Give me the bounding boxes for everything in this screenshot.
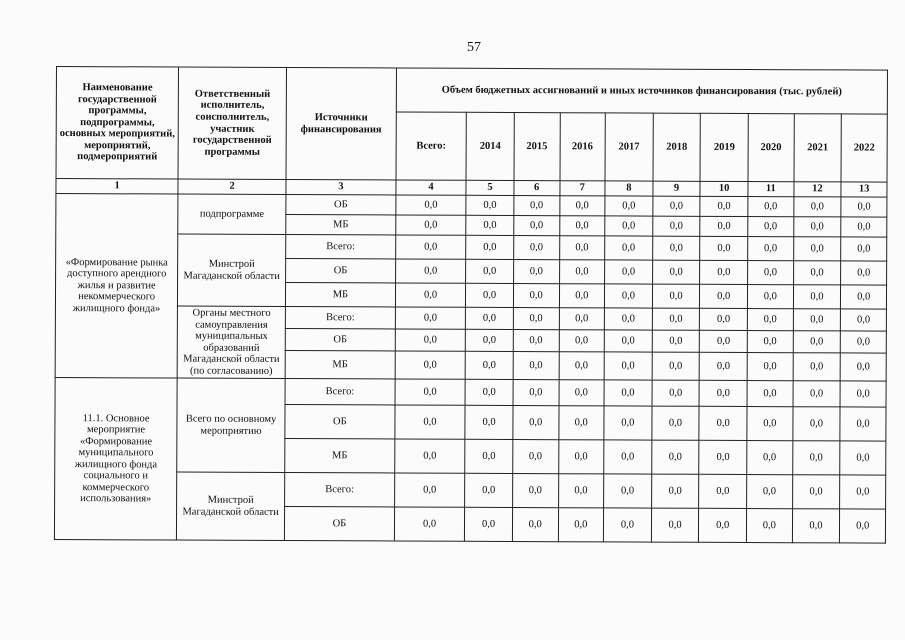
year-value: 0,0 — [793, 309, 841, 331]
year-value: 0,0 — [840, 509, 886, 543]
year-value: 0,0 — [792, 407, 840, 441]
year-value: 0,0 — [514, 215, 560, 235]
year-value: 0,0 — [559, 330, 605, 352]
year-value: 0,0 — [841, 197, 887, 217]
year-value: 0,0 — [513, 352, 559, 380]
year-value: 0,0 — [699, 381, 747, 407]
year-value: 0,0 — [513, 380, 559, 406]
year-value: 0,0 — [605, 196, 653, 216]
year-value: 0,0 — [513, 406, 559, 440]
column-number: 7 — [559, 181, 605, 196]
year-value: 0,0 — [514, 235, 560, 259]
year-value: 0,0 — [747, 441, 793, 475]
year-value: 0,0 — [558, 508, 604, 542]
year-value: 0,0 — [558, 440, 604, 474]
year-value: 0,0 — [841, 331, 887, 353]
year-value: 0,0 — [465, 380, 513, 406]
year-value: 0,0 — [700, 330, 748, 352]
year-value: 0,0 — [559, 308, 605, 330]
year-value: 0,0 — [605, 260, 653, 284]
year-value: 0,0 — [841, 217, 887, 237]
responsible-executor: Органы местного самоуправления муниципальных образований Магаданской области (по согласованию) — [177, 306, 285, 379]
total-value: 0,0 — [394, 507, 465, 541]
year-value: 0,0 — [652, 284, 700, 308]
total-value: 0,0 — [395, 405, 466, 439]
funding-source: ОБ — [285, 329, 395, 352]
year-value: 0,0 — [748, 197, 794, 217]
year-value: 0,0 — [465, 406, 513, 440]
header-year: 2016 — [560, 113, 606, 181]
year-value: 0,0 — [748, 261, 794, 285]
year-value: 0,0 — [513, 283, 559, 307]
column-number: 3 — [286, 180, 396, 195]
year-value: 0,0 — [513, 440, 559, 474]
column-number: 11 — [748, 182, 794, 197]
column-number: 6 — [514, 180, 560, 195]
year-value: 0,0 — [746, 509, 792, 543]
table-row — [55, 378, 886, 408]
header-sources: Источники финансирования — [286, 68, 396, 180]
year-value: 0,0 — [700, 260, 748, 284]
year-value: 0,0 — [604, 406, 652, 440]
year-value: 0,0 — [604, 330, 652, 352]
year-value: 0,0 — [559, 196, 605, 216]
year-value: 0,0 — [605, 236, 653, 260]
year-value: 0,0 — [793, 285, 841, 309]
total-value: 0,0 — [395, 329, 466, 351]
year-value: 0,0 — [841, 285, 887, 309]
year-value: 0,0 — [466, 259, 514, 283]
year-value: 0,0 — [559, 216, 605, 236]
responsible-executor: Минстрой Магаданской области — [177, 472, 285, 540]
year-value: 0,0 — [793, 381, 841, 407]
year-value: 0,0 — [513, 259, 559, 283]
year-value: 0,0 — [747, 331, 793, 353]
funding-source: ОБ — [284, 507, 394, 541]
column-number: 8 — [605, 181, 653, 196]
year-value: 0,0 — [604, 352, 652, 380]
column-number: 2 — [178, 179, 286, 194]
funding-source: МБ — [285, 351, 395, 380]
total-value: 0,0 — [394, 473, 465, 507]
funding-source: Всего: — [286, 235, 396, 259]
year-value: 0,0 — [747, 407, 793, 441]
year-value: 0,0 — [514, 195, 560, 215]
year-value: 0,0 — [840, 381, 886, 407]
total-value: 0,0 — [396, 215, 467, 235]
year-value: 0,0 — [604, 440, 652, 474]
year-value: 0,0 — [748, 237, 794, 261]
header-total: Всего: — [396, 112, 467, 180]
responsible-executor: подпрограмме — [178, 194, 286, 234]
year-value: 0,0 — [465, 440, 513, 474]
year-value: 0,0 — [792, 509, 840, 543]
total-value: 0,0 — [395, 307, 466, 329]
funding-source: МБ — [286, 215, 396, 235]
year-value: 0,0 — [652, 308, 700, 330]
header-year: 2014 — [466, 112, 514, 180]
header-year: 2017 — [605, 113, 653, 181]
year-value: 0,0 — [465, 508, 513, 542]
year-value: 0,0 — [793, 261, 841, 285]
page-number: 57 — [467, 40, 481, 55]
funding-source: ОБ — [285, 405, 395, 439]
funding-source: Всего: — [285, 379, 395, 405]
year-value: 0,0 — [748, 217, 794, 237]
year-value: 0,0 — [466, 195, 514, 215]
funding-source: МБ — [285, 439, 395, 473]
year-value: 0,0 — [512, 508, 558, 542]
year-value: 0,0 — [747, 381, 793, 407]
total-value: 0,0 — [395, 259, 466, 283]
header-year: 2020 — [748, 114, 794, 182]
header-year: 2019 — [700, 113, 748, 181]
year-value: 0,0 — [700, 196, 748, 216]
table-body — [54, 194, 887, 544]
year-value: 0,0 — [841, 237, 887, 261]
year-value: 0,0 — [653, 196, 701, 216]
year-value: 0,0 — [604, 380, 652, 406]
year-value: 0,0 — [840, 441, 886, 475]
column-number: 10 — [700, 181, 748, 196]
table-row — [56, 234, 887, 262]
year-value: 0,0 — [604, 508, 652, 542]
year-value: 0,0 — [604, 308, 652, 330]
total-value: 0,0 — [395, 379, 466, 405]
total-value: 0,0 — [396, 195, 467, 215]
year-value: 0,0 — [558, 474, 604, 508]
year-value: 0,0 — [466, 329, 514, 351]
year-value: 0,0 — [792, 441, 840, 475]
year-value: 0,0 — [465, 351, 513, 379]
year-value: 0,0 — [840, 353, 886, 381]
year-value: 0,0 — [652, 260, 700, 284]
header-volume: Объем бюджетных ассигнований и иных источников финансирования (тыс. рублей) — [396, 68, 887, 114]
year-value: 0,0 — [652, 380, 700, 406]
year-value: 0,0 — [651, 474, 699, 508]
funding-source: Всего: — [285, 307, 395, 330]
year-value: 0,0 — [792, 475, 840, 509]
program-name: «Формирование рынка доступного арендного жилья и развитие некоммерческого жилищного фонда» — [55, 194, 178, 379]
year-value: 0,0 — [466, 235, 514, 259]
year-value: 0,0 — [841, 309, 887, 331]
year-value: 0,0 — [793, 197, 841, 217]
year-value: 0,0 — [747, 475, 793, 509]
year-value: 0,0 — [841, 261, 887, 285]
header-year: 2022 — [841, 114, 887, 182]
year-value: 0,0 — [559, 260, 605, 284]
year-value: 0,0 — [652, 330, 700, 352]
header-year: 2021 — [794, 114, 842, 182]
responsible-executor: Всего по основному мероприятию — [177, 378, 285, 472]
table-row — [55, 305, 886, 331]
funding-source: МБ — [285, 283, 395, 307]
year-value: 0,0 — [651, 440, 699, 474]
funding-source: ОБ — [286, 259, 396, 283]
year-value: 0,0 — [747, 353, 793, 381]
year-value: 0,0 — [793, 237, 841, 261]
year-value: 0,0 — [605, 284, 653, 308]
total-value: 0,0 — [395, 439, 466, 473]
year-value: 0,0 — [559, 380, 605, 406]
funding-source: Всего: — [285, 473, 395, 507]
year-value: 0,0 — [558, 406, 604, 440]
year-value: 0,0 — [793, 331, 841, 353]
year-value: 0,0 — [699, 407, 747, 441]
column-number: 1 — [56, 179, 178, 195]
year-value: 0,0 — [840, 475, 886, 509]
column-number: 4 — [396, 180, 467, 195]
table-row — [55, 472, 886, 510]
column-number: 13 — [841, 182, 887, 197]
year-value: 0,0 — [512, 474, 558, 508]
year-value: 0,0 — [651, 508, 699, 542]
program-name: 11.1. Основное мероприятие «Формирование муниципального жилищного фонда социального и коммерческого использования» — [54, 378, 177, 541]
year-value: 0,0 — [466, 283, 514, 307]
header-year: 2015 — [514, 112, 560, 180]
responsible-executor: Минстрой Магаданской области — [178, 234, 286, 306]
year-value: 0,0 — [465, 474, 513, 508]
year-value: 0,0 — [513, 330, 559, 352]
year-value: 0,0 — [699, 441, 747, 475]
year-value: 0,0 — [700, 236, 748, 260]
total-value: 0,0 — [395, 283, 466, 307]
year-value: 0,0 — [652, 236, 700, 260]
column-number: 9 — [653, 181, 701, 196]
year-value: 0,0 — [604, 474, 652, 508]
year-value: 0,0 — [793, 353, 841, 381]
year-value: 0,0 — [559, 236, 605, 260]
year-value: 0,0 — [793, 217, 841, 237]
year-value: 0,0 — [700, 352, 748, 380]
column-number: 12 — [794, 182, 842, 197]
header-year: 2018 — [653, 113, 701, 181]
funding-source: ОБ — [286, 195, 396, 215]
year-value: 0,0 — [747, 285, 793, 309]
year-value: 0,0 — [700, 308, 748, 330]
year-value: 0,0 — [652, 406, 700, 440]
year-value: 0,0 — [652, 352, 700, 380]
total-value: 0,0 — [395, 235, 466, 259]
column-number: 5 — [466, 180, 514, 195]
year-value: 0,0 — [466, 307, 514, 329]
table-row — [56, 194, 887, 218]
year-value: 0,0 — [652, 216, 700, 236]
year-value: 0,0 — [466, 215, 514, 235]
header-responsible: Ответственный исполнитель, соисполнитель, участник государственной программы — [178, 67, 286, 179]
year-value: 0,0 — [559, 284, 605, 308]
year-value: 0,0 — [747, 309, 793, 331]
budget-table — [54, 66, 888, 544]
year-value: 0,0 — [700, 284, 748, 308]
year-value: 0,0 — [699, 509, 747, 543]
year-value: 0,0 — [605, 216, 653, 236]
year-value: 0,0 — [513, 307, 559, 329]
year-value: 0,0 — [840, 407, 886, 441]
year-value: 0,0 — [700, 216, 748, 236]
year-value: 0,0 — [699, 475, 747, 509]
year-value: 0,0 — [559, 352, 605, 380]
header-name: Наименование государственной программы, подпрограммы, основных мероприятий, мероприятий, подмероприятий — [56, 67, 179, 180]
total-value: 0,0 — [395, 351, 466, 379]
